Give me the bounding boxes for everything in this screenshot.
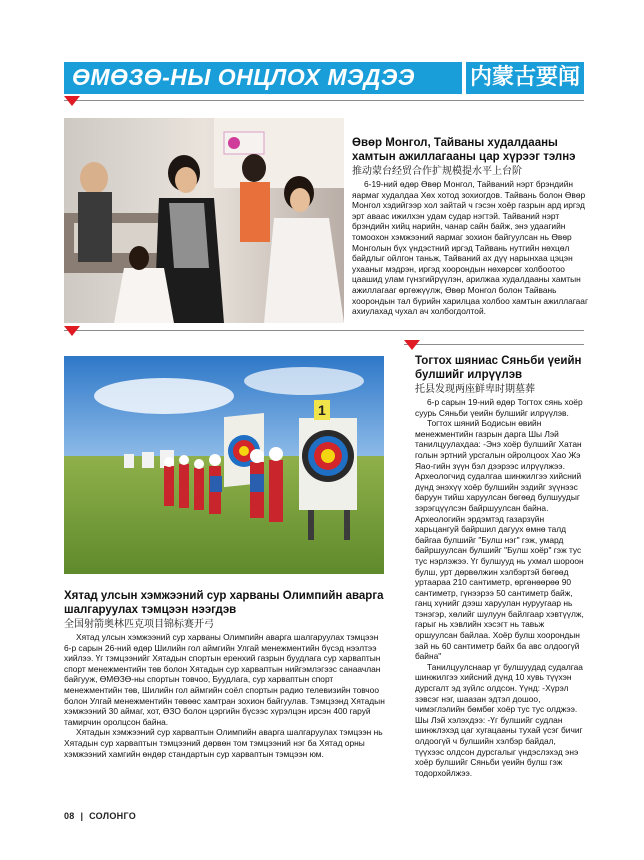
red-triangle-marker	[64, 326, 80, 336]
article-paragraph: Хятадын хэмжээний сур харваптын Олимпийн аварга шалгаруулах тэмцээн нь Хятадын сур харваптын тэмцээний дөрвөн том тэмцээний нэг ба Хятад орны хэмжээний хамгийн өндөр стандартын сур харваптын тэмцээн юм.	[64, 727, 383, 759]
section-title-chinese: 内蒙古要闻	[462, 62, 584, 94]
article-archery-championship	[64, 589, 386, 759]
target-number-sign: 1	[318, 402, 326, 418]
article-paragraph: Танилцуулснаар үг булшуудад судалгаа шинжилгээ хийсний дүнд 10 хувь түүхэн дурсгалт эд зүйлс олдсон. Үүнд: -Хүрэл зэвсэг нэг, шаазан эдтэл дошоо, чимэглэлийн бөмбөг хоёр тус тус олджээ. Шы Лэй хэлэхдээ: -Үг булшийг судлан шинжлэхэд цаг хугацааны тухай үсэг бичиг олдоогүй ч булшийн хэлбэр байдал, түүхээс олдсон дурсгалыг үндэслэхэд энэ хоёр булшийг Сяньби үеийн булш гэж тодорхойлжээ.	[415, 661, 583, 778]
article-title-chinese: 托县发现两座鲜卑时期墓葬	[415, 384, 535, 395]
divider-middle	[64, 330, 584, 331]
article-taiwan-trade	[352, 136, 588, 317]
article-title-chinese: 推动蒙台经贸合作扩规模提水平上台阶	[352, 166, 522, 177]
article-title: Өвөр Монгол, Тайваны худалдааны хамтын ажиллагааны цар хүрээг тэлнэ	[352, 137, 576, 163]
photo-archery-competition	[64, 356, 384, 574]
article-title: Хятад улсын хэмжээний сур харваны Олимпийн аварга шалгаруулах тэмцээн нээгдэв	[64, 590, 384, 616]
red-triangle-marker	[64, 96, 80, 106]
magazine-name: СОЛОНГО	[89, 811, 137, 821]
photo-trade-fair	[64, 118, 344, 323]
article-body	[415, 397, 587, 778]
article-title: Тогтох шяниас Сяньби үеийн булшийг илрүүлэв	[415, 355, 582, 381]
divider-right-column	[404, 344, 584, 345]
article-body	[64, 632, 386, 759]
article-paragraph: Тогтох шяний Бодисын өвийн менежментийн газрын дарга Шы Лэй танилцуулахдаа: -Энэ хоёр булшийг Хатан голын эртний урсгалын ойролцоох Хао Жэ Яао-гийн зүүн бэл дээрээс илрүүлжээ. Археологчид судалгаа шинжилгээ хийсний дүнд энэхүү хоёр булшийн эздийг зүүнээс баруун тийш харуулсан бөгөөд булшуудыг зэрэгцүүлсэн байршуулсан байна. Археологийн эрдэмтэд газарзүйн харьцангуй байршил дагуух өмнө талд байгаа булшийг "Булш нэг" гэж, умард байршуулсан булшийг "Булш хоёр" гэж тус тус нэрлэжээ. Үг булшууд нь ухмал шороон булш, урт дөрвөлжин хэлбэртэй бөгөөд уртаараа 210 сантиметр, өргөнөөрөө 90 сантиметр, гүнээрээ 50 сантиметр байж, ганц хүнийг дээш харуулан нуруугаар нь тэнэгэр, хөлийг шулуун байлгаар хэвтүүлж, гарыг нь хэвлийн хэсэгт нь тавьж оршуулсан байлаа. Хоёр булш хоорондын зай нь 60 сантиметр байх ба авс олдоогүй байна"	[415, 418, 584, 662]
section-title: ӨМӨЗӨ-НЫ ОНЦЛОХ МЭДЭЭ	[72, 64, 415, 90]
article-body	[352, 179, 588, 317]
article-paragraph: 6-19-ний өдөр Өвөр Монгол, Тайваний нэрт брэндийн яармаг худалдаа Хөх хотод зохиогдов. Тайвань болон Өвөр Монгол хэдийгээр хол зайтай ч гэсэн хоёр газрын ард иргэд эрт аваас ижилхэн удам судар нэгтэй. Тайваний нэрт брэндийн хийц нарийн, чанар сайн байж, энэ удаагийн томоохон хэмжээний яармаг зохион байгуулсан нь Өвөр Монголын бүх үндэстний иргэд Тайвань нутгийн нөхцөл байдлыг ойлгон таньж, Тайваний ах дүү нарынхаа цэцэн ухааныг мэдрэн, иргэд хоорондын нөхөрсөг холбоотоо цаашид улам гүнзгийрүүлэн, арилжаа худалдааны хамтын ажиллагааг өргөжүүлж, Өвөр Монгол болон Тайвань хоорондын тал бүрийн харилцаа холбоо хамтын ажиллагааг ахиулахад чухал ач холбогдолтой.	[352, 179, 589, 317]
footer-separator: |	[80, 811, 84, 821]
article-title-chinese: 全国射箭奥林匹克项目锦标赛开弓	[64, 619, 214, 630]
trade-fair-scene-image	[64, 118, 344, 323]
section-header-banner	[64, 62, 584, 94]
red-triangle-marker	[404, 340, 420, 350]
divider-top	[64, 100, 584, 101]
archery-scene-image	[64, 356, 384, 574]
page-footer	[64, 811, 136, 821]
article-paragraph: Хятад улсын хэмжээний сур харваны Олимпийн аварга шалгаруулах тэмцээн 6-р сарын 26-ний өдөр Шилийн гол аймгийн Улгай менежментийн бүсэд нээлтээ хийлээ. Үг тэмцээнийг Хятадын спортын еренхий газрын буудлага сур харваптын спорт менежментийн төв болон Хятадын сур харваптын нийгэмлэгээс санаачлан байгууж, ӨМӨЗӨ-ны спортын товчоо, Буудлага, сур харваптын спорт менежментийн төв, Шилийн гол аймгийн соёл спортын радио телевизийн товчоо болон Улгай менежментийн төвөөс хамтран зохион байгуулав. Тэмцээнд Хятадын хэмжээний 30 аймаг, хот, ӨЗО болон цэргийн бүсээс хүрэлцэн ирсэн 400 гаруй тамирчин оролцсон байна.	[64, 632, 385, 727]
article-xianbei-tombs	[415, 354, 587, 778]
article-paragraph: 6-р сарын 19-ний өдөр Тогтох сянь хоёр суурь Сяньби үеийн булшийг илрүүлэв.	[415, 397, 583, 418]
page-number: 08	[64, 811, 75, 821]
